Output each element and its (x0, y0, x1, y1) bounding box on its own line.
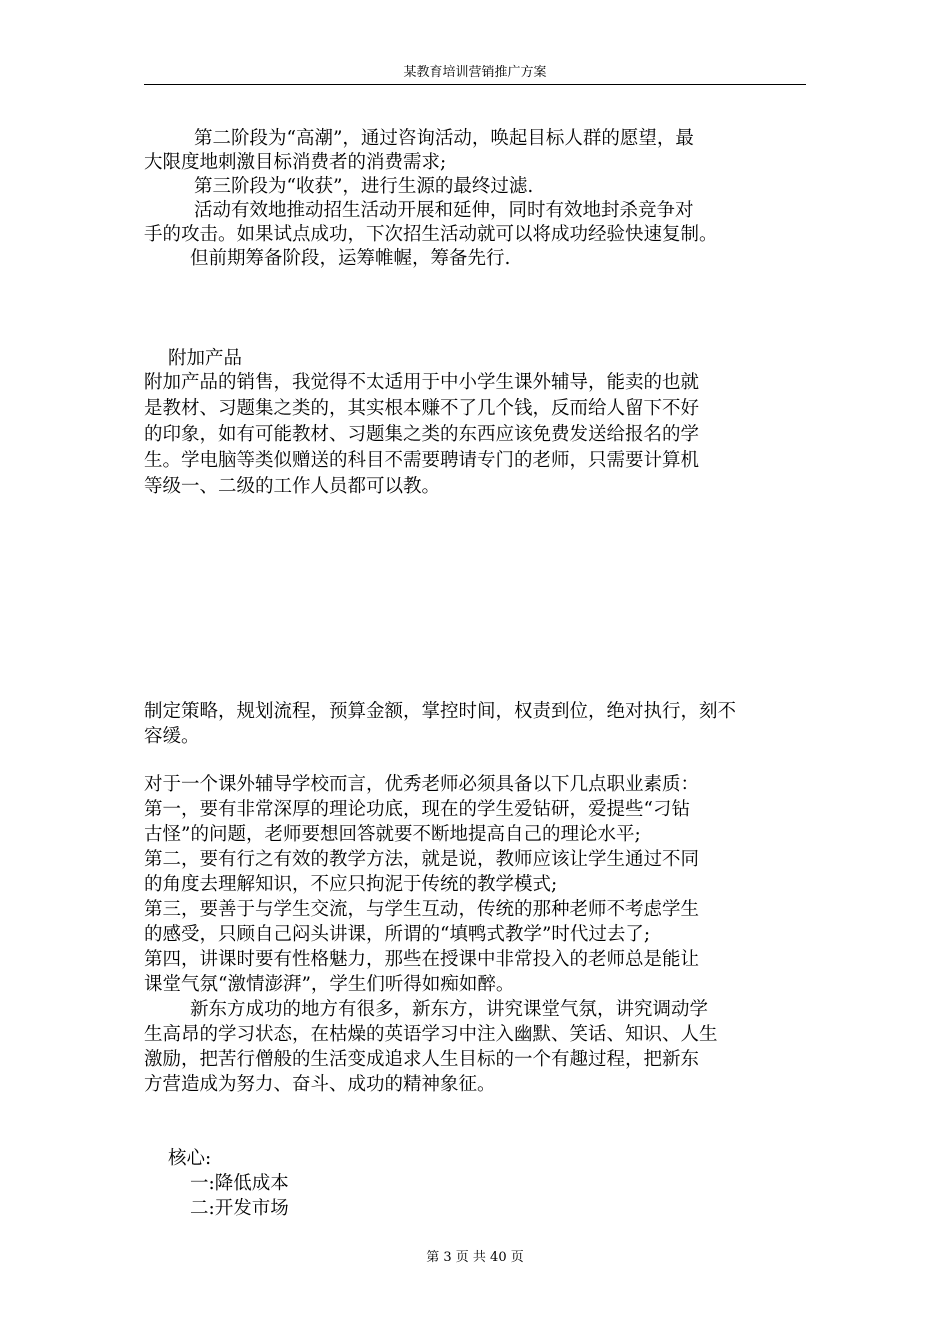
paragraph-line: 生。学电脑等类似赠送的科目不需要聘请专门的老师，只需要计算机 (144, 450, 700, 471)
paragraph-line: 等级一、二级的工作人员都可以教。 (144, 476, 441, 497)
paragraph-line: 但前期筹备阶段，运筹帷幄，筹备先行. (190, 248, 511, 269)
paragraph-line: 古怪”的问题，老师要想回答就要不断地提高自己的理论水平; (144, 824, 641, 845)
paragraph-line: 第三，要善于与学生交流，与学生互动，传统的那种老师不考虑学生 (144, 899, 700, 920)
paragraph-line: 第一，要有非常深厚的理论功底，现在的学生爱钻研，爱提些“刁钻 (144, 799, 690, 820)
paragraph-line: 方营造成为努力、奋斗、成功的精神象征。 (144, 1074, 496, 1095)
paragraph-line: 第四，讲课时要有性格魅力，那些在授课中非常投入的老师总是能让 (144, 949, 700, 970)
list-item: 一:降低成本 (190, 1173, 289, 1194)
page-header: 某教育培训营销推广方案 (403, 65, 547, 80)
list-item: 二:开发市场 (190, 1198, 289, 1219)
paragraph-line: 大限度地刺激目标消费者的消费需求; (144, 152, 447, 173)
paragraph-line: 课堂气氛“激情澎湃”，学生们听得如痴如醉。 (144, 974, 515, 995)
paragraph-line: 激励，把苦行僧般的生活变成追求人生目标的一个有趣过程，把新东 (144, 1049, 700, 1070)
page-footer: 第 3 页 共 40 页 (426, 1250, 524, 1265)
paragraph-line: 活动有效地推动招生活动开展和延伸，同时有效地封杀竞争对 (194, 200, 694, 221)
paragraph-line: 附加产品的销售，我觉得不太适用于中小学生课外辅导，能卖的也就 (144, 372, 700, 393)
paragraph-line: 第二，要有行之有效的教学方法，就是说，教师应该让学生通过不同 (144, 849, 700, 870)
paragraph-line: 新东方成功的地方有很多，新东方，讲究课堂气氛，讲究调动学 (190, 999, 709, 1020)
section-heading: 附加产品 (168, 348, 243, 369)
paragraph-line: 第二阶段为“高潮”，通过咨询活动，唤起目标人群的愿望，最 (194, 128, 694, 149)
paragraph-line: 制定策略，规划流程，预算金额，掌控时间，权责到位，绝对执行，刻不 (144, 701, 737, 722)
paragraph-line: 生高昂的学习状态，在枯燥的英语学习中注入幽默、笑话、知识、人生 (144, 1024, 718, 1045)
paragraph-line: 容缓。 (144, 726, 200, 747)
paragraph-line: 的感受，只顾自己闷头讲课，所谓的“填鸭式教学”时代过去了; (144, 924, 651, 945)
paragraph-line: 的角度去理解知识，不应只拘泥于传统的教学模式; (144, 874, 558, 895)
section-heading: 核心: (168, 1148, 212, 1169)
paragraph-line: 是教材、习题集之类的，其实根本赚不了几个钱，反而给人留下不好 (144, 398, 700, 419)
paragraph-line: 手的攻击。如果试点成功，下次招生活动就可以将成功经验快速复制。 (144, 224, 718, 245)
paragraph-line: 的印象，如有可能教材、习题集之类的东西应该免费发送给报名的学 (144, 424, 700, 445)
paragraph-line: 对于一个课外辅导学校而言，优秀老师必须具备以下几点职业素质： (144, 774, 700, 795)
paragraph-line: 第三阶段为“收获”，进行生源的最终过滤. (194, 176, 534, 197)
header-rule (144, 84, 806, 85)
